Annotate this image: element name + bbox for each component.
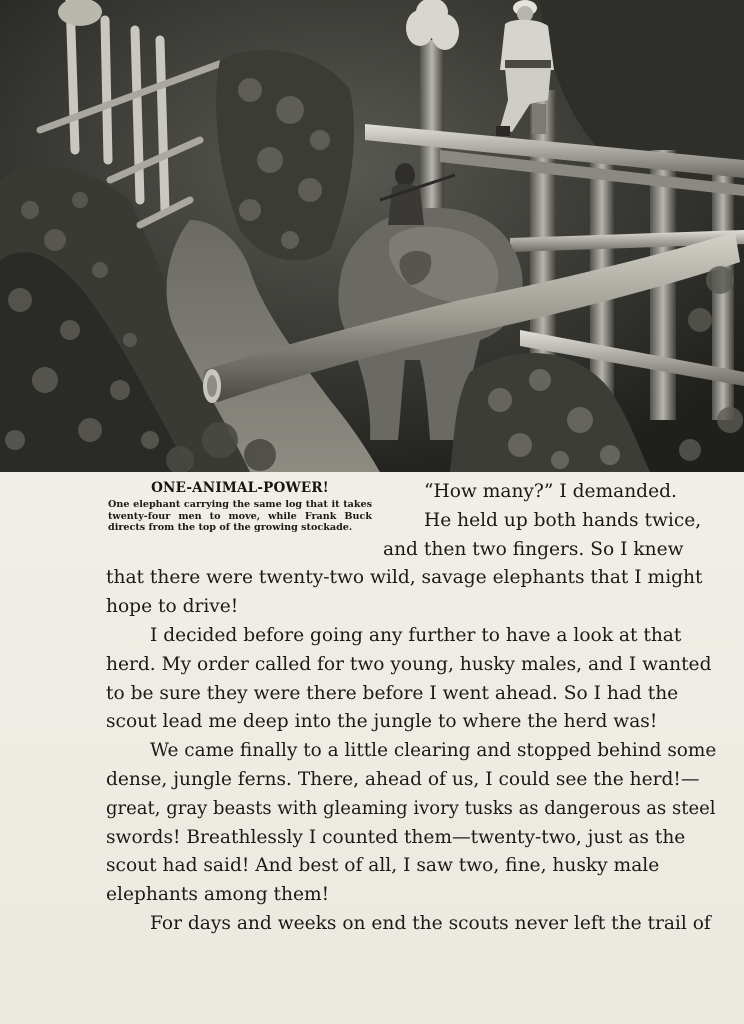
text-line: dense, jungle ferns. There, ahead of us, I could see the herd!— bbox=[106, 769, 700, 790]
caption-body: One elephant carrying the same log that it takes twenty-four men to move, while Frank Buck directs from the top of the growing stockade. bbox=[108, 499, 372, 534]
text-line: and then two fingers. So I knew bbox=[383, 539, 684, 560]
caption-title: ONE-ANIMAL-POWER! bbox=[151, 480, 329, 496]
text-line: He held up both hands twice, bbox=[424, 510, 702, 531]
text-line: that there were twenty-two wild, savage elephants that I might bbox=[106, 567, 703, 588]
text-line: For days and weeks on end the scouts never left the trail of bbox=[150, 913, 711, 934]
text-line: “How many?” I demanded. bbox=[424, 481, 677, 502]
text-line: elephants among them! bbox=[106, 884, 330, 905]
photo-caption bbox=[108, 480, 372, 534]
text-line: to be sure they were there before I went ahead. So I had the bbox=[106, 683, 679, 704]
text-line: I decided before going any further to have a look at that bbox=[150, 625, 682, 646]
text-line: hope to drive! bbox=[106, 596, 239, 617]
text-line: great, gray beasts with gleaming ivory tusks as dangerous as steel bbox=[106, 798, 716, 819]
text-line: herd. My order called for two young, husky males, and I wanted bbox=[106, 654, 712, 675]
text-line: scout lead me deep into the jungle to where the herd was! bbox=[106, 711, 658, 732]
elephant-log-photo-icon bbox=[0, 0, 744, 472]
text-line: We came finally to a little clearing and stopped behind some bbox=[150, 740, 717, 761]
text-line: scout had said! And best of all, I saw two, fine, husky male bbox=[106, 855, 660, 876]
text-line: swords! Breathlessly I counted them—twenty-two, just as the bbox=[106, 827, 686, 848]
